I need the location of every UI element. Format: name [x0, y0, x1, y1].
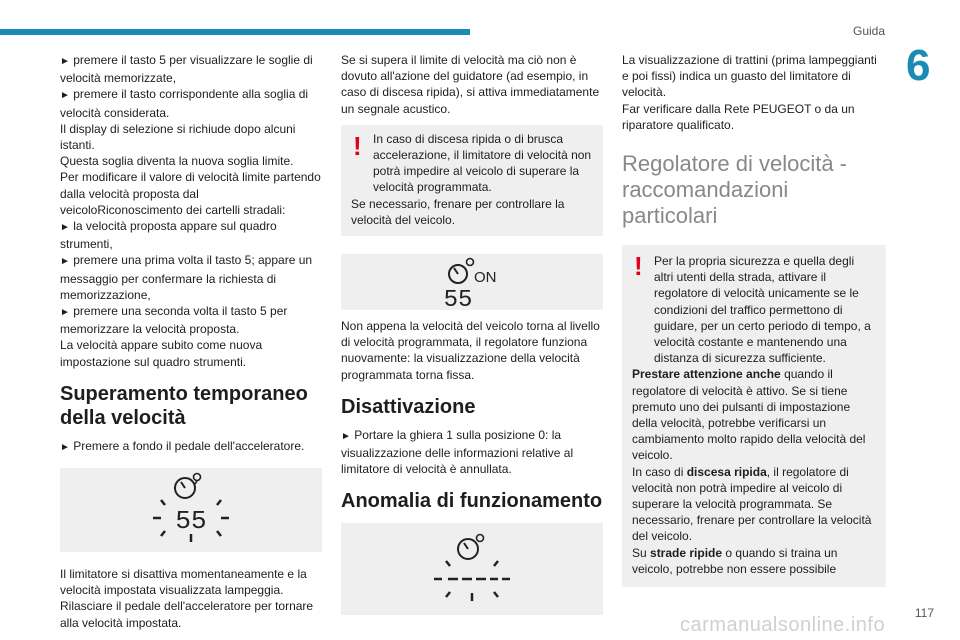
- warning-box: [341, 125, 603, 236]
- column-1: [60, 52, 322, 631]
- paragraph: ► premere una seconda volta il tasto 5 per memorizzare la velocità proposta.: [60, 304, 288, 337]
- warning-text: Prestare attenzione anche quando il regolatore di velocità è attivo. Se si tiene premuto uno dei pulsanti di impostazione della velocità, potrebbe verificarsi un cambiamento molto rapido della velocità del veicolo.: [632, 367, 866, 463]
- section-heading: Regolatore di velocità - raccomandazioni particolari: [622, 151, 848, 229]
- speedometer-on-icon: [440, 256, 504, 308]
- paragraph: Far verificare dalla Rete PEUGEOT o da un riparatore qualificato.: [622, 101, 855, 132]
- speedometer-fault-icon: [432, 531, 512, 607]
- warning-text: In caso di discesa ripida o di brusca accelerazione, il limitatore di velocità non potrà impedire al veicolo di superare la velocità programmata.: [373, 131, 592, 195]
- column-3: [622, 52, 886, 599]
- page-number: 117: [914, 606, 934, 620]
- chapter-number: 6: [906, 41, 931, 90]
- fault-dashes-pictogram: [341, 523, 603, 615]
- warning-text: Per la propria sicurezza e quella degli altri utenti della strada, attivare il regolatore di velocità unicamente se le condizioni del traffico permettono di guidare, per un certo periodo di tempo, a velocità costante e mantenendo una distanza di sicurezza sufficiente.: [654, 254, 871, 366]
- speed-label: 55: [443, 287, 473, 309]
- paragraph: ► premere il tasto 5 per visualizzare le soglie di velocità memorizzate,: [60, 53, 313, 86]
- svg-text:55: 55: [175, 506, 207, 537]
- watermark: carmanualsonline.info: [680, 614, 886, 636]
- paragraph: La velocità appare subito come nuova impostazione sul quadro strumenti.: [60, 338, 263, 369]
- warning-text: Su strade ripide o quando si traina un veicolo, potrebbe non essere possibile: [632, 545, 838, 576]
- warning-box: [622, 245, 886, 587]
- paragraph: Questa soglia diventa la nuova soglia limite.: [60, 154, 294, 169]
- paragraph: Il display di selezione si richiude dopo alcuni istanti.: [60, 121, 296, 153]
- speed-flashing-pictogram: [60, 468, 322, 552]
- paragraph: Il limitatore si disattiva momentaneamente e la velocità impostata visualizzata lampeggia.: [60, 567, 307, 598]
- header-title: Guida: [853, 24, 886, 38]
- section-heading: Disattivazione: [341, 395, 476, 418]
- on-label: ON: [474, 269, 497, 287]
- warning-text: In caso di discesa ripida, il regolatore di velocità non potrà impedire al veicolo di superare la velocità programmata. Se necessario, frenare per controllare la velocità del veicolo.: [632, 464, 872, 544]
- paragraph: Non appena la velocità del veicolo torna al livello di velocità programmata, il regolatore funziona nuovamente: la visualizzazione della velocità programmata torna fissa.: [341, 319, 600, 382]
- paragraph: ► premere una prima volta il tasto 5; appare un messaggio per confermare la richiesta di memorizzazione,: [60, 253, 313, 302]
- warning-text: Se necessario, frenare per controllare la velocità del veicolo.: [351, 196, 565, 227]
- paragraph: ► Portare la ghiera 1 sulla posizione 0: la visualizzazione delle informazioni relative al limitatore di velocità è annullata.: [341, 427, 574, 477]
- column-2: [341, 52, 603, 615]
- paragraph: Se si supera il limite di velocità ma ciò non è dovuto all'azione del guidatore (ad esempio, in caso di discesa ripida), si attiva immediatamente un segnale acustico.: [341, 53, 600, 116]
- paragraph: ► la velocità proposta appare sul quadro strumenti,: [60, 219, 277, 252]
- paragraph: ► premere il tasto corrispondente alla soglia di velocità considerata.: [60, 87, 309, 120]
- paragraph: Per modificare il valore di velocità limite partendo dalla velocità proposta dal veicoloRiconoscimento dei cartelli stradali:: [60, 170, 321, 217]
- paragraph: ► Premere a fondo il pedale dell'acceleratore.: [60, 438, 305, 453]
- warning-icon: !: [634, 251, 643, 282]
- section-heading: Superamento temporaneo della velocità: [60, 382, 308, 429]
- speedometer-dashes-icon: [151, 472, 231, 548]
- section-heading: Anomalia di funzionamento: [341, 490, 603, 513]
- paragraph: La visualizzazione di trattini (prima lampeggianti e poi fissi) indica un guasto del limitatore di velocità.: [622, 53, 877, 100]
- paragraph: Rilasciare il pedale dell'acceleratore per tornare alla velocità impostata.: [60, 599, 314, 630]
- speed-on-pictogram: [341, 254, 603, 310]
- warning-icon: !: [353, 130, 362, 161]
- header-accent-bar: [0, 29, 470, 35]
